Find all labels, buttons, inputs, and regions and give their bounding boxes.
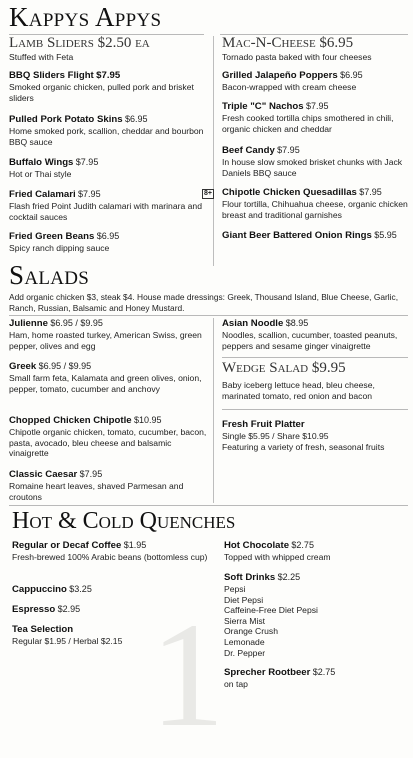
menu-item: Asian Noodle $8.95 Noodles, scallion, cucumber, toasted peanuts, peppers and sesame ginger vinaigrette (222, 318, 398, 351)
menu-item: BBQ Sliders Flight $7.95 Smoked organic chicken, pulled pork and brisket sliders (9, 70, 194, 103)
menu-item: Chipotle Chicken Quesadillas $7.95 Flour tortilla, Chihuahua cheese, organic chicken breast and traditional garnishes (222, 187, 408, 220)
column-divider (213, 318, 214, 503)
menu-item: Cappuccino $3.25 (12, 584, 92, 595)
lamb-sliders-heading: Lamb Sliders $2.50 ea (9, 35, 150, 51)
menu-item: Tea Selection Regular $1.95 / Herbal $2.15 (12, 624, 123, 646)
menu-item: Pulled Pork Potato Skins $6.95 Home smoked pork, scallion, cheddar and bourbon BBQ sauce (9, 114, 204, 147)
menu-item: Fried Green Beans $6.95 Spicy ranch dipping sauce (9, 231, 120, 253)
menu-item: Julienne $6.95 / $9.95 Ham, home roasted turkey, American Swiss, green pepper, olives and egg (9, 318, 202, 351)
salads-heading: Salads (9, 260, 90, 290)
menu-item: Hot Chocolate $2.75 Topped with whipped cream (224, 540, 331, 562)
spice-level-badge: 8+ (204, 190, 212, 197)
column-divider (213, 36, 214, 266)
divider (9, 315, 408, 316)
menu-item: Sprecher Rootbeer $2.75 on tap (224, 667, 336, 689)
page-number-watermark: 1 (150, 592, 225, 758)
soft-drink-option: Lemonade (224, 636, 265, 647)
menu-item: Espresso $2.95 (12, 604, 81, 615)
wedge-salad-desc: Baby iceberg lettuce head, bleu cheese, marinated tomato, red onion and bacon (222, 380, 375, 401)
soft-drink-option: Caffeine-Free Diet Pepsi (224, 605, 318, 616)
mac-n-cheese-heading: Mac-N-Cheese $6.95 (222, 35, 354, 51)
menu-item: Triple "C" Nachos $7.95 Fresh cooked tortilla chips smothered in chili, organic chicken and cheddar (222, 101, 394, 134)
menu-item: Classic Caesar $7.95 Romaine heart leaves, shaved Parmesan and croutons (9, 469, 184, 502)
menu-item: Grilled Jalapeño Poppers $6.95 Bacon-wrapped with cream cheese (222, 70, 363, 92)
menu-item: Beef Candy $7.95 In house slow smoked brisket chunks with Jack Daniels BBQ sauce (222, 145, 403, 178)
soft-drink-option: Pepsi (224, 584, 246, 594)
lamb-sliders-desc: Stuffed with Feta (9, 52, 74, 62)
divider (222, 409, 408, 410)
wedge-salad-heading: Wedge Salad $9.95 (222, 360, 346, 376)
salads-intro: Add organic chicken $3, steak $4. House made dressings: Greek, Thousand Island, Blue Cheese, Garlic, Ranch, Russian, Balsamic and Honey Mustard. (9, 292, 399, 313)
menu-item: Fried Calamari $7.95 Flash fried Point Judith calamari with marinara and cocktail sauces (9, 189, 202, 222)
soft-drink-option: Orange Crush (224, 626, 278, 637)
menu-item: Greek $6.95 / $9.95 Small farm feta, Kalamata and green olives, onion, pepper, tomato, cucumber and anchovy (9, 361, 202, 394)
soft-drink-option: Dr. Pepper (224, 647, 266, 658)
menu-title: Kappys Appys (9, 2, 162, 32)
soft-drink-option: Sierra Mist (224, 615, 266, 626)
soft-drinks: Soft Drinks $2.25 Pepsi Diet Pepsi Caffeine-Free Diet Pepsi Sierra Mist Orange Crush Lemonade Dr. Pepper (224, 572, 409, 658)
menu-item: Buffalo Wings $7.95 Hot or Thai style (9, 157, 99, 179)
quenches-heading: Hot & Cold Quenches (12, 508, 236, 534)
menu-item: Chopped Chicken Chipotle $10.95 Chipotle organic chicken, tomato, cucumber, bacon, pasta, avocado, bleu cheese and balsamic vinaigrette (9, 415, 207, 459)
menu-item: Fresh Fruit Platter Single $5.95 / Share $10.95 Featuring a variety of fresh, seasonal fruits (222, 419, 385, 452)
divider (9, 505, 408, 506)
mac-n-cheese-desc: Tornado pasta baked with four cheeses (222, 52, 372, 62)
menu-item: Giant Beer Battered Onion Rings $5.95 (222, 230, 397, 241)
soft-drink-option: Diet Pepsi (224, 594, 264, 605)
menu-item: Regular or Decaf Coffee $1.95 Fresh-brewed 100% Arabic beans (bottomless cup) (12, 540, 208, 562)
divider (222, 357, 408, 358)
